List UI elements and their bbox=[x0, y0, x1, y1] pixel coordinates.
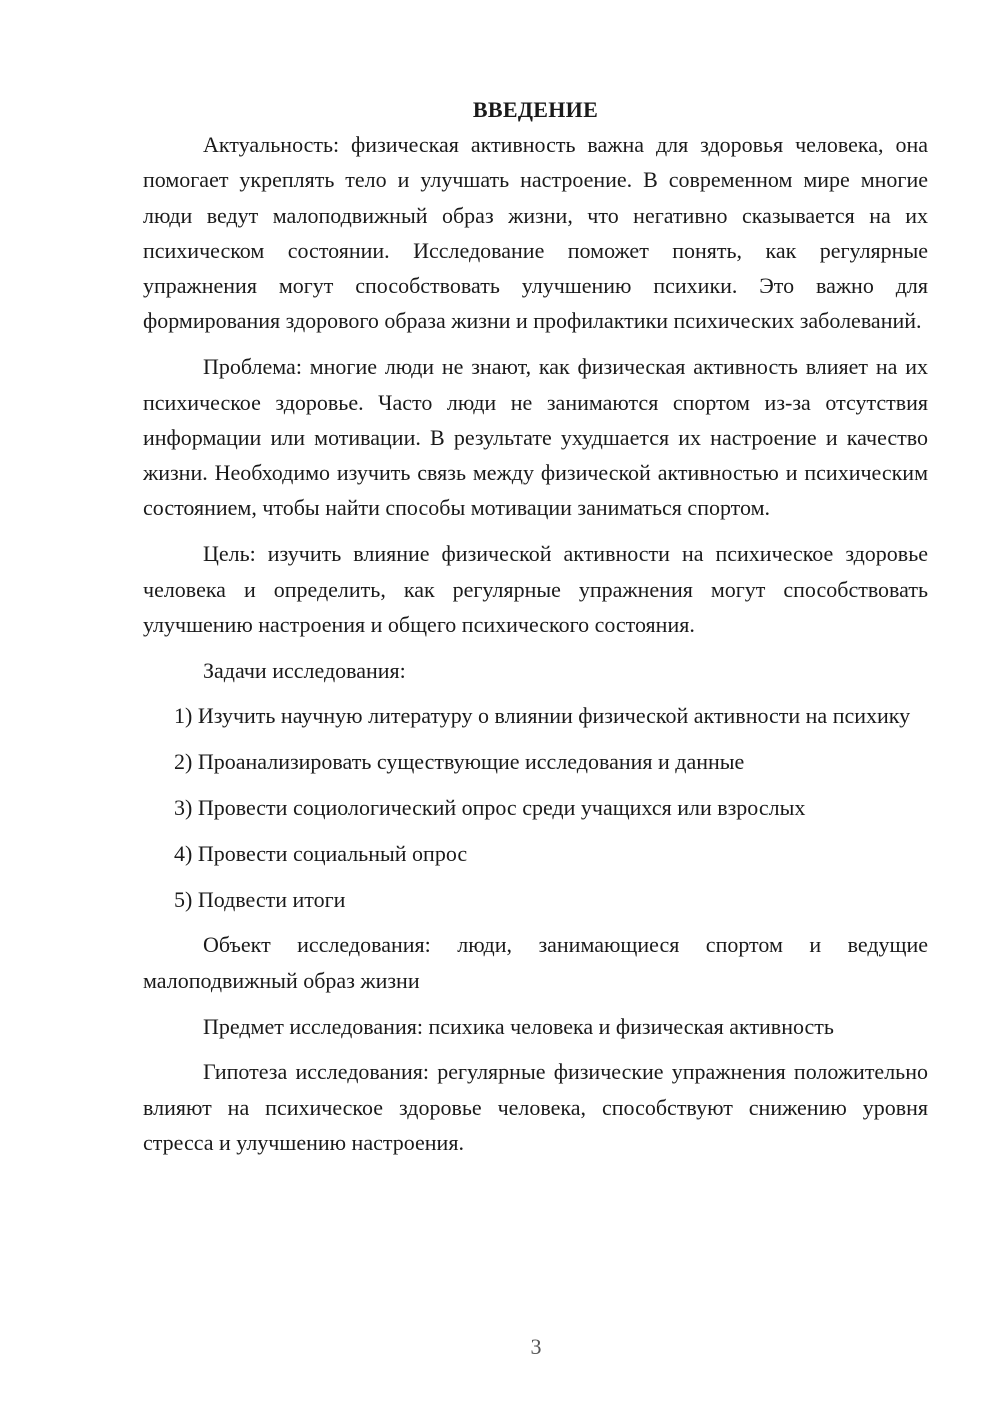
problem-paragraph: Проблема: многие люди не знают, как физическая активность влияет на их психическое здоровье. Часто люди не занимаются спортом из-за отсутствия информации или мотивации. В результате ухудшается их настроение и качество жизни. Необходимо изучить связь между физической активностью и психическим состоянием, чтобы найти способы мотивации заниматься спортом. bbox=[143, 354, 928, 521]
task-item: 3) Провести социологический опрос среди учащихся или взрослых bbox=[174, 795, 806, 821]
task-item: 4) Провести социальный опрос bbox=[174, 840, 468, 866]
subject-paragraph: Предмет исследования: психика человека и физическая активность bbox=[203, 1013, 834, 1039]
object-paragraph: Объект исследования: люди, занимающиеся спортом и ведущие малоподвижный образ жизни bbox=[143, 932, 928, 993]
document-page bbox=[143, 92, 928, 1171]
hypothesis-paragraph: Гипотеза исследования: регулярные физические упражнения положительно влияют на психическое здоровье человека, способствуют снижению уровня стресса и улучшению настроения. bbox=[143, 1059, 928, 1155]
task-item: 5) Подвести итоги bbox=[174, 886, 346, 912]
page-number: 3 bbox=[530, 1334, 542, 1359]
page-title: ВВЕДЕНИЕ bbox=[472, 97, 599, 122]
goal-paragraph: Цель: изучить влияние физической активности на психическое здоровье человека и определить, как регулярные упражнения могут способствовать улучшению настроения и общего психического состояния. bbox=[143, 541, 928, 637]
relevance-paragraph: Актуальность: физическая активность важна для здоровья человека, она помогает укреплять тело и улучшать настроение. В современном мире многие люди ведут малоподвижный образ жизни, что негативно сказывается на их психическом состоянии. Исследование поможет понять, как регулярные упражнения могут способствовать улучшению психики. Это важно для формирования здорового образа жизни и профилактики психических заболеваний. bbox=[143, 132, 928, 334]
task-item: 2) Проанализировать существующие исследования и данные bbox=[174, 749, 745, 775]
task-item: 1) Изучить научную литературу о влиянии физической активности на психику bbox=[174, 703, 911, 729]
tasks-heading: Задачи исследования: bbox=[203, 657, 406, 683]
